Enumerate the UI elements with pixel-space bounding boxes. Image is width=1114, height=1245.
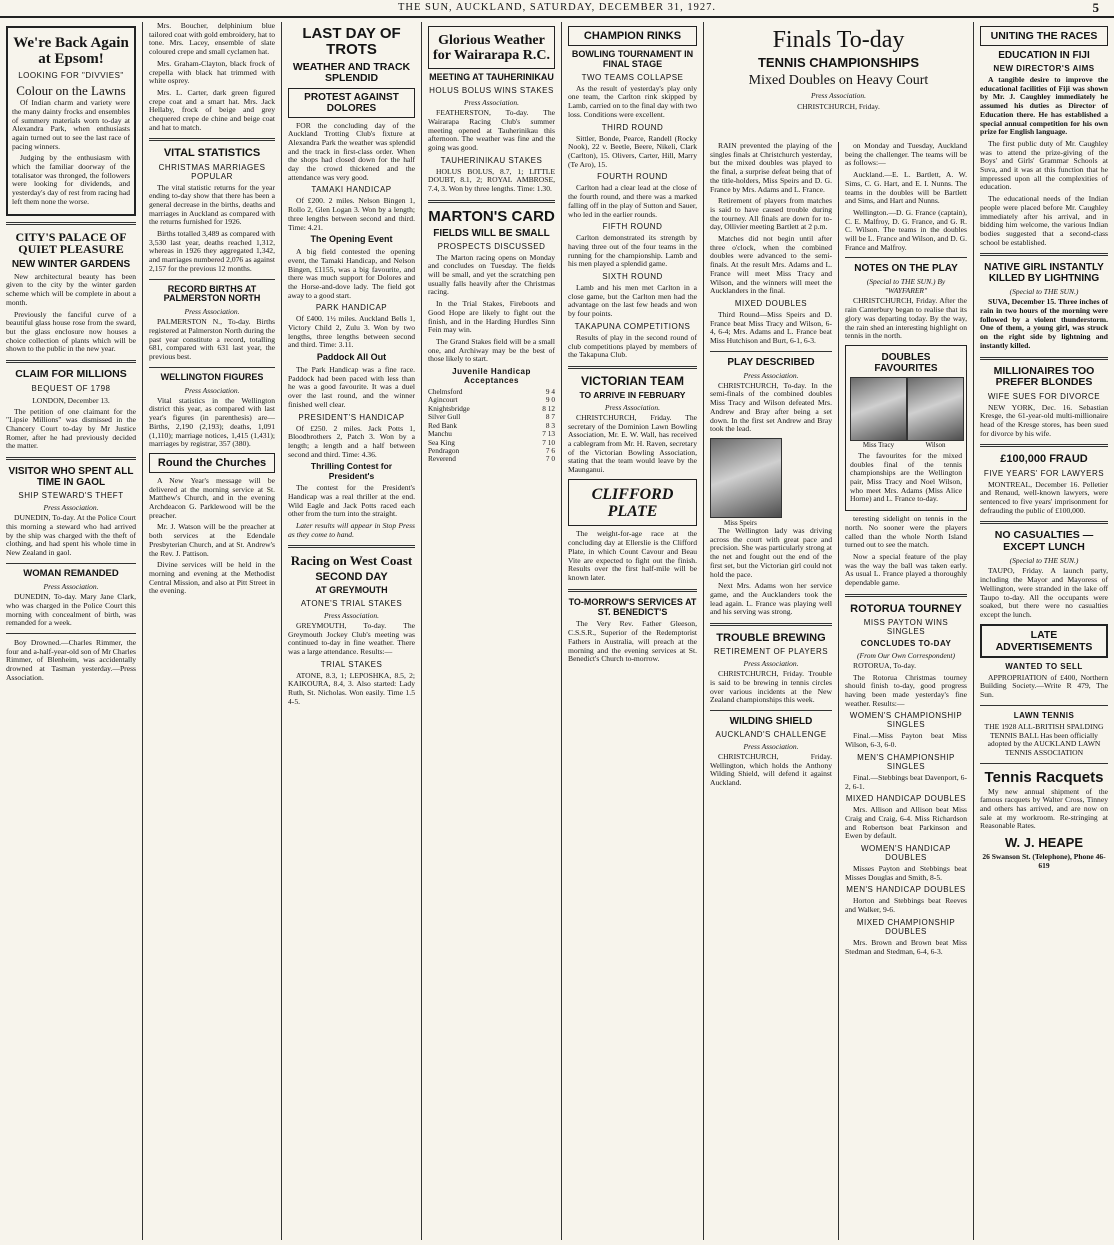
mens-singles-heading: MEN'S CHAMPIONSHIP SINGLES <box>857 752 955 771</box>
second-day-heading: SECOND DAY <box>315 570 388 583</box>
wilding-teams-paragraph: Auckland.—E. L. Bartlett, A. W. Sims, C. G. Hart, and E. I. Nunns. The teams in the doubles will be Bartlett and Sims, and Hart and Nunns. <box>845 170 967 206</box>
presidents-result: Of £250. 2 miles. Jack Potts 1, Bloodbrothers 2, Patch 3. Won by a length; a length and a half between second and third. Time: 4.36. <box>288 423 415 459</box>
victorian-paragraph: CHRISTCHURCH, Friday. The secretary of the Dominion Lawn Bowling Association, Mr. E. W. Wall, has received a cablegram from Mr. H. Raven, secretary of the Victorian Bowling Association, stating that the team would leave by the Maunganui. <box>568 412 697 475</box>
lawyers-heading: FIVE YEARS' FOR LAWYERS <box>983 468 1105 478</box>
acceptance-horse: Reverend <box>428 454 456 464</box>
champion-rinks-headline: CHAMPION RINKS <box>583 30 682 42</box>
acceptance-weight: 7 13 <box>542 429 555 439</box>
divider <box>710 710 832 711</box>
trial-result: ATONE, 8.3, 1; LEPOSHKA, 8.5, 2; KAIKOURA, 8.4, 3. Also started: Lady Ruth, St. Nicholas. Won easily. Time 1.5 4-5. <box>288 670 415 706</box>
clifford-box <box>568 479 697 527</box>
acceptances-list <box>428 388 555 464</box>
divider <box>6 222 136 225</box>
prospects-heading: PROSPECTS DISCUSSED <box>437 241 546 251</box>
epsom-story <box>6 26 136 216</box>
epsom-paragraph: Judging by the enthusiasm with which the familiar doorway of the totalisator was thronged, the followers were looking for dividends, and yesterday's day of rest from racing had left them none the worse. <box>12 153 130 206</box>
wairarapa-headline: Glorious Weather for Wairarapa R.C. <box>433 33 550 63</box>
education-heading: EDUCATION IN FIJI <box>998 50 1090 61</box>
favourite-photo-right <box>907 377 964 449</box>
divider <box>6 633 136 634</box>
fashion-paragraph: Mrs. Graham-Clayton, black frock of crepella with black hat trimmed with white osprey. <box>149 58 275 86</box>
womens-hd-heading: WOMEN'S HANDICAP DOUBLES <box>861 844 951 863</box>
epsom-paragraph: Of Indian charm and variety were the many dainty frocks and ensembles of summery materials worn to-day at Alexandra Park, when enthusiasts again turned out to see the last race of pacing winners. <box>12 98 130 151</box>
round5-paragraph: Carlton demonstrated its strength by having three out of the four teams in the running for the championship. Lamb and his men played a splendid game. <box>568 233 697 269</box>
wellington-assoc: Press Association. <box>184 385 240 395</box>
acceptance-weight: 9 0 <box>545 395 555 405</box>
acceptance-weight: 7 6 <box>545 445 555 455</box>
park-result: Of £400. 1½ miles. Auckland Bells 1, Victory Child 2, Zulu 3. Won by two lengths, three lengths between second and third. Time: 3.11. <box>288 314 415 350</box>
miss-speirs-photo <box>710 438 782 518</box>
trouble-heading: TROUBLE BREWING <box>716 632 826 645</box>
churches-headline: Round the Churches <box>157 456 267 469</box>
presidents-heading: PRESIDENT'S HANDICAP <box>298 412 405 422</box>
wilding-assoc: Press Association. <box>743 741 799 751</box>
trots-subhead: WEATHER AND TRACK SPLENDID <box>292 60 411 84</box>
mixed-champ-result: Mrs. Brown and Brown beat Miss Stedman and Stedman, 6-4, 6-3. <box>845 937 967 956</box>
paddock-paragraph: The Park Handicap was a fine race. Paddock had been paced with less than he was a good favourite. It was a duel over the last round, and the winner finished well clear. <box>288 365 415 409</box>
acceptance-horse: Red Bank <box>428 420 457 430</box>
wife-heading: WIFE SUES FOR DIVORCE <box>987 391 1101 401</box>
record-assoc: Press Association. <box>184 307 240 317</box>
auckland-challenge-heading: AUCKLAND'S CHALLENGE <box>715 729 827 739</box>
rotorua-correspondent: (From Our Own Correspondent) <box>857 650 955 660</box>
wellington-paragraph: Vital statistics in the Wellington district this year, as compared with last year's figures (in parenthesis) are—Births, 2,190 (2,193); deaths, 1,091 (1,110); marriage notices, 1,415 (1,431); marriages by registrar, 357 (380). <box>149 395 275 449</box>
marton-paragraph: The Marton racing opens on Monday and concludes on Tuesday. The fields will be small, and yet the scratching pen usually falls heavily after the Christmas racing. <box>428 252 555 297</box>
fashion-paragraph: Mrs. L. Carter, dark green figured crepe coat and a smart hat. Mrs. Jack Hellaby, frock of beige and grey chequered crepe de chine and beige coat and hat to match. <box>149 87 275 132</box>
teams-heading: TWO TEAMS COLLAPSE <box>581 72 684 82</box>
wilding-teams-paragraph: on Monday and Tuesday, Auckland being the challenger. The teams will be as follows:— <box>845 142 967 168</box>
doubles-favourites-box <box>845 345 967 511</box>
concludes-heading: CONCLUDES TO-DAY <box>860 638 952 648</box>
later-results-note: Later results will appear in Stop Press as they come to hand. <box>288 520 415 539</box>
play-paragraph: CHRISTCHURCH, To-day. In the semi-finals of the combined doubles Miss Tracy and Wilson defeated Mrs. Andrew and Bray after being a set down. In the first set Andrew and Bray took the lead. <box>710 380 832 434</box>
tennis-ball-ad: THE 1928 ALL-BRITISH SPALDING TENNIS BALL Has been officially adopted by the AUCKLAND LAWN TENNIS ASSOCIATION <box>984 721 1104 757</box>
native-headline: NATIVE GIRL INSTANTLY KILLED BY LIGHTNING <box>984 262 1104 285</box>
casualties-special: (Special to THE SUN.) <box>1009 556 1079 566</box>
trouble-assoc: Press Association. <box>743 659 799 669</box>
claim-dateline: LONDON, December 13. <box>32 395 110 405</box>
victorian-assoc: Press Association. <box>604 402 660 412</box>
record-headline: RECORD BIRTHS AT PALMERSTON NORTH <box>163 283 261 304</box>
divider <box>149 138 275 141</box>
rotorua-paragraph: The Rotorua Christmas tourney should finish to-day, good progress having been made yesterday's fine weather. Results:— <box>845 672 967 708</box>
miss-speirs-caption: Miss Speirs <box>724 518 757 527</box>
vital-subhead: CHRISTMAS MARRIAGES POPULAR <box>158 162 266 181</box>
woman-paragraph: DUNEDIN, To-day. Mary Jane Clark, who was charged in the Police Court this morning with concealment of birth, was remanded for a week. <box>6 592 136 628</box>
woman-headline: WOMAN REMANDED <box>23 567 119 579</box>
advertiser-name: W. J. HEAPE <box>1004 835 1084 851</box>
late-ads-box <box>980 624 1108 658</box>
acceptance-horse: Manchu <box>428 429 452 439</box>
visitor-subhead: SHIP STEWARD'S THEFT <box>18 491 124 501</box>
divider <box>149 367 275 368</box>
trots-headline: LAST DAY OF TROTS <box>302 25 401 58</box>
takapuna-paragraph: Results of play in the second round of club competitions played by members of the Takapuna Club. <box>568 332 697 360</box>
fields-heading: FIELDS WILL BE SMALL <box>433 227 550 239</box>
wanted-ad: APPROPRIATION of £400, Northern Building Society.—Write R 479, The Sun. <box>980 672 1108 700</box>
round6-paragraph: Lamb and his men met Carlton in a close game, but the Carlton men had the advantage on the last few heads and won by four points. <box>568 283 697 319</box>
meeting-heading: MEETING AT TAUHERINIKAU <box>429 72 554 83</box>
doubles-favourites-heading: DOUBLES FAVOURITES <box>874 351 938 374</box>
tennis-assoc: Press Association. <box>810 91 866 101</box>
arrive-heading: TO ARRIVE IN FEBRUARY <box>579 389 686 400</box>
wairarapa-paragraph: FEATHERSTON, To-day. The Wairarapa Racing Club's summer meeting opened at Tauherinikau this afternoon. The weather was fine and the going was good. <box>428 108 555 153</box>
divider <box>568 589 697 592</box>
advertiser-address: 26 Swanson St. (Telephone), Phone 46-619 <box>982 852 1106 871</box>
acceptance-horse: Agincourt <box>428 395 458 405</box>
tomorrow-paragraph: The Very Rev. Father Gleeson, C.S.S.R., Superior of the Redemptorist Fathers in Australia, will preach at the morning and the evening services at St. Benedict's Church to-morrow. <box>568 619 697 664</box>
mixed-handicap-result: Mrs. Allison and Allison beat Miss Craig and Craig, 6-4. Miss Richardson and Robertson beat Parkinson and Ewen by default. <box>845 805 967 841</box>
womens-singles-result: Final.—Miss Payton beat Miss Wilson, 6-3, 6-0. <box>845 731 967 750</box>
acceptance-weight: 7 10 <box>542 437 555 447</box>
victorian-headline: VICTORIAN TEAM <box>580 373 685 388</box>
notes-heading: NOTES ON THE PLAY <box>854 263 958 275</box>
paddock-heading: Paddock All Out <box>316 352 387 363</box>
vital-paragraph: Births totalled 3,489 as compared with 3,530 last year, deaths reached 1,312, whereas in 1926 they aggregated 1,342, and marriages numbered 2,076 as against 2,157 for the previous 12 months. <box>149 229 275 273</box>
divider <box>6 457 136 460</box>
round4-heading: FOURTH ROUND <box>597 172 668 182</box>
vital-headline: VITAL STATISTICS <box>163 147 261 160</box>
divider <box>980 705 1108 706</box>
casualties-paragraph: TAUPO, Friday. A launch party, including the Mayor and Mayoress of Wellington, were stranded in the lake off Taupo to-day. All the occupants were soaked, but there were no casualties except the lunch. <box>980 566 1108 619</box>
tennis-dateline: CHRISTCHURCH, Friday. <box>797 102 880 112</box>
divider <box>6 563 136 564</box>
education-paragraph: The educational needs of the Indian people were placed before Mr. Caughley immediately after his arrival, and in bidding him welcome, the various Indian bodies suggested that a second-class school be established. <box>980 194 1108 247</box>
uniting-box <box>980 26 1108 46</box>
play-paragraph: The Wellington lady was driving across the court with great pace and precision. She was particularly strong at the net and fought out the end of the first set, but the Victorian girl could not hold the pace. <box>710 525 832 579</box>
acceptances-heading: Juvenile Handicap Acceptances <box>452 367 531 386</box>
native-special: (Special to THE SUN.) <box>1009 287 1079 297</box>
clifford-headline: CLIFFORD PLATE <box>591 485 674 520</box>
column-2 <box>143 22 282 1240</box>
palace-headline: CITY'S PALACE OF QUIET PLEASURE <box>15 229 127 257</box>
mixed-results-heading: MIXED DOUBLES <box>734 298 808 308</box>
divider <box>568 366 697 369</box>
thrill-heading: Thrilling Contest for President's <box>310 461 393 481</box>
acceptance-horse: Sea King <box>428 437 455 447</box>
drowned-paragraph: Boy Drowned.—Charles Rimmer, the four and a-half-year-old son of Mr Charles Rimmer, of Blenheim, was accidentally drowned at Tasman yesterday.—Press Association. <box>6 637 136 682</box>
tamaki-result: Of £200. 2 miles. Nelson Bingen 1, Rollo 2, Glen Logan 3. Won by a length; three lengths between second and third. Time: 4.21. <box>288 196 415 232</box>
greymouth-paragraph: GREYMOUTH, To-day. The Greymouth Jockey Club's meeting was continued to-day in fine weather. There was a large attendance. Results:— <box>288 620 415 657</box>
column-8 <box>974 22 1114 1240</box>
mixed-heading: Mixed Doubles on Heavy Court <box>748 73 929 89</box>
marton-headline: MARTON'S CARD <box>428 207 555 225</box>
tamaki-heading: TAMAKI HANDICAP <box>311 185 392 195</box>
column-3 <box>282 22 422 1240</box>
play-assoc: Press Association. <box>743 370 799 380</box>
claim-paragraph: The petition of one claimant for the "Lipsie Millions" was dismissed in the Chancery Court to-day by Mr Justice Romer, after he had previously decided the matter. <box>6 406 136 451</box>
tennis-paragraph: Matches did not begin until after three o'clock, when the combined doubles were advanced to the semi-finals. At the result Mrs. Adams and L. France will meet Miss Tracy and Wilson, and the winners will meet the Aucklanders in the final. <box>710 234 832 296</box>
wilson-caption: Wilson <box>925 440 946 449</box>
divider <box>980 521 1108 524</box>
woman-assoc: Press Association. <box>43 582 99 592</box>
notes-byline: (Special to THE SUN.) By "WAYFARER" <box>866 277 946 296</box>
notes-cont-paragraph: teresting sidelight on tennis in the north. No sooner were the players called than the whole North Island turned out to see the match. <box>845 514 967 550</box>
greymouth-assoc: Press Association. <box>323 610 379 620</box>
payton-heading: MISS PAYTON WINS SINGLES <box>863 617 949 636</box>
acceptance-weight: 8 12 <box>542 403 555 413</box>
tennis-paragraph: RAIN prevented the playing of the singles finals at Christchurch yesterday, but the mixed doubles was played to the final, a surprise defeat being that of the title-holders, Miss Speirs and D. G. France by Mrs. Adams and L. France. <box>710 142 832 194</box>
acceptance-horse: Knightsbridge <box>428 403 470 413</box>
round5-heading: FIFTH ROUND <box>602 222 663 232</box>
column-6 <box>704 142 839 1240</box>
churches-paragraph: Mr. J. Watson will be the preacher at both services at the Edendale Presbyterian Church, and at St. Andrew's the Rev. J. Pattison. <box>149 522 275 558</box>
gardens-paragraph: Previously the fanciful curve of a beautiful glass house rose from the sward, but the glass enclosure now houses a choice collection of plants which will be shown to the public in the new year. <box>6 309 136 354</box>
divider <box>428 200 555 203</box>
acceptance-row <box>428 455 555 463</box>
womens-singles-heading: WOMEN'S CHAMPIONSHIP SINGLES <box>849 711 963 730</box>
education-paragraph: A tangible desire to improve the educational facilities of Fiji was shown by Mr. J. Caughley immediately he assumed his duties as Director of Education there. He has established a special annual competition for his own prize for English language. <box>980 75 1108 137</box>
column-5 <box>562 22 704 1240</box>
uniting-headline: UNITING THE RACES <box>990 30 1098 42</box>
clifford-paragraph: The weight-for-age race at the concluding day at Ellerslie is the Clifford Plate, in which Count Cavour and Beau Vite are expected to fight out the finish. Results over the first half-mile will be known later. <box>568 529 697 582</box>
bowling-paragraph: As the result of yesterday's play only one team, the Carlton rink skipped by Lamb, carried on to the final day with two loss. Conditions were excellent. <box>568 83 697 119</box>
divider <box>149 279 275 280</box>
visitor-assoc: Press Association. <box>43 503 99 513</box>
round4-paragraph: Carlton had a clear lead at the close of the fourth round, and there was a marked falling off in the play of Sutton and Sauer, who led in the earlier rounds. <box>568 183 697 219</box>
acceptance-horse: Silver Gull <box>428 412 461 422</box>
wilding-paragraph: CHRISTCHURCH, Friday. Wellington, which holds the Anthony Wilding Shield, will defend it against Auckland. <box>710 751 832 788</box>
holus-heading: HOLUS BOLUS WINS STAKES <box>429 86 554 96</box>
marton-paragraph: In the Trial Stakes, Fireboots and Good Hope are likely to fight out the finish, and in the Harding Hurdles Sinn Fein may win. <box>428 299 555 335</box>
trots-lead-paragraph: FOR the concluding day of the Auckland Trotting Club's fixture at Alexandra Park the weather was splendid and the track in first-class order. When the shops had closed down for the half day the crowd thickened and the attendance was very good. <box>288 120 415 182</box>
record-paragraph: PALMERSTON N., To-day. Births registered at Palmerston North during the past year constitute a record, totalling 681, compared with 631 last year, the previous best. <box>149 317 275 362</box>
play-described-heading: PLAY DESCRIBED <box>727 356 815 368</box>
divider <box>980 444 1108 447</box>
lawn-tennis-heading: LAWN TENNIS <box>1013 710 1075 720</box>
native-paragraph: SUVA, December 15. Three inches of rain in two hours of the morning were followed by a violent thunderstorm. One of them, a young girl, was struck on the right side by lightning and instantly killed. <box>980 297 1108 350</box>
epsom-deck: Colour on the Lawns <box>16 82 126 98</box>
miss-tracy-caption: Miss Tracy <box>862 440 895 449</box>
favourites-photos <box>850 377 962 449</box>
champion-rinks-box <box>568 26 697 46</box>
racing-west-coast-headline: Racing on West Coast <box>290 553 413 569</box>
divider <box>980 763 1108 764</box>
rotorua-heading: ROTORUA TOURNEY <box>850 602 962 615</box>
divider <box>710 351 832 352</box>
divider <box>710 623 832 626</box>
tennis-heading: TENNIS CHAMPIONSHIPS <box>757 55 920 71</box>
notes-paragraph: CHRISTCHURCH, Friday. After the rain Canterbury began to realise that its glory was departing today. By the way, the rain shed an interesting highlight on tennis in the north. <box>845 296 967 341</box>
rotorua-paragraph: ROTORUA, To-day. <box>853 660 917 670</box>
fraud-paragraph: MONTREAL, December 16. Pelletier and Renaud, well-known lawyers, were sentenced to five years' imprisonment for defrauding the public of £100,000. <box>980 479 1108 515</box>
acceptance-weight: 8 7 <box>545 412 555 422</box>
marton-paragraph: The Grand Stakes field will be a small one, and Archiway may be the best of those likely to start. <box>428 336 555 364</box>
vital-paragraph: The vital statistic returns for the year ending to-day show that there has been a general decrease in the births, deaths and marriages in Auckland as compared with the returns furnished for 1926. <box>149 182 275 227</box>
miss-tracy-photo <box>850 377 907 441</box>
protest-box <box>288 88 415 118</box>
mixed-results-paragraph: Third Round—Miss Speirs and D. France beat Miss Tracy and Wilson, 6-4, 6-4; Mrs. Adams and L. France beat Miss Hutchison and Burt, 6-1, 6-3. <box>710 309 832 346</box>
millionaires-headline: MILLIONAIRES TOO PREFER BLONDES <box>993 364 1095 389</box>
park-heading: PARK HANDICAP <box>315 303 388 313</box>
masthead <box>0 0 1114 18</box>
late-ads-heading: LATE ADVERTISEMENTS <box>995 628 1093 653</box>
divider <box>288 545 415 548</box>
round3-heading: THIRD ROUND <box>601 122 664 132</box>
round3-paragraph: Sittler, Bonde, Pearce, Randell (Rocky Nook), 22 v. Beetle, Beere, Nikeli, Clark (Carlton), 15. Olivers, Carter, Hill, Marry (Te Aro), 15. <box>568 133 697 169</box>
claim-headline: CLAIM FOR MILLIONS <box>15 368 127 381</box>
tomorrow-heading: TO-MORROW'S SERVICES AT ST. BENEDICT'S <box>568 596 697 617</box>
thrill-paragraph: The contest for the President's Handicap was a real thriller at the end. Wild Eagle and Jack Potts raced each other from the turn into the straight. <box>288 483 415 519</box>
bowling-heading: BOWLING TOURNAMENT IN FINAL STAGE <box>571 49 694 69</box>
protest-headline: PROTEST AGAINST DOLORES <box>304 91 399 114</box>
fashion-paragraph: Mrs. Boucher, delphinium blue tailored coat with gold embroidery, hat to tone. Mrs. Lacey, ensemble of slate coloured crepe and small cyclamen hat. <box>149 22 275 57</box>
millionaires-paragraph: NEW YORK, Dec. 16. Sebastian Kresge, the 61-year-old multi-millionaire head of the Kresge stores, has been sued for divorce by his wife. <box>980 402 1108 438</box>
mens-hd-result: Horton and Stebbings beat Reeves and Walker, 9-6. <box>845 896 967 915</box>
divider <box>980 357 1108 360</box>
wilson-photo <box>907 377 964 441</box>
acceptance-horse: Chelmsford <box>428 387 463 397</box>
claim-subhead: BEQUEST OF 1798 <box>31 383 111 393</box>
epsom-headline: We're Back Again at Epsom! <box>13 35 129 67</box>
divider <box>6 360 136 363</box>
trouble-paragraph: CHRISTCHURCH, Friday. Trouble is said to be brewing in tennis circles over various incidents at the New Zealand championships this week. <box>710 669 832 705</box>
mixed-champ-heading: MIXED CHAMPIONSHIP DOUBLES <box>856 917 956 936</box>
gardens-paragraph: New architectural beauty has been given to the city by the winter garden scheme which will be complete in about a month. <box>6 271 136 307</box>
stakes-result: HOLUS BOLUS, 8.7, 1; LITTLE DOUBT, 8.1, 2; ROYAL AMBROSE, 7.4, 3. Won by three lengths. Time: 1.30. <box>428 166 555 194</box>
acceptance-weight: 9 4 <box>545 387 555 397</box>
wellington-headline: WELLINGTON FIGURES <box>160 371 264 382</box>
wilding-heading: WILDING SHIELD <box>729 715 813 727</box>
trial-heading: TRIAL STAKES <box>320 659 383 669</box>
takapuna-heading: TAKAPUNA COMPETITIONS <box>574 321 691 331</box>
stakes-heading: TAUHERINIKAU STAKES <box>440 155 543 165</box>
wairarapa-box <box>428 26 555 69</box>
column-7 <box>839 142 974 1240</box>
mens-hd-heading: MEN'S HANDICAP DOUBLES <box>846 885 966 895</box>
divider <box>845 594 967 597</box>
churches-box <box>149 453 275 473</box>
greymouth-heading: AT GREYMOUTH <box>315 585 388 596</box>
masthead-title: THE SUN, AUCKLAND, SATURDAY, DECEMBER 31, 1927. <box>398 2 716 13</box>
racquets-headline: Tennis Racquets <box>984 768 1104 786</box>
column-4 <box>422 22 562 1240</box>
epsom-subhead: LOOKING FOR "DIVVIES" <box>18 70 124 80</box>
divider <box>845 257 967 258</box>
fraud-headline: £100,000 FRAUD <box>1000 453 1088 466</box>
gardens-headline: NEW WINTER GARDENS <box>11 258 131 270</box>
wilding-teams-paragraph: Wellington.—D. G. France (captain), C. E. Malfroy, D. G. France, and G. R. C. Wilson. The teams in the doubles will be L. France and Wilson, and D. G. France and Malfroy. <box>845 207 967 252</box>
churches-paragraph: Divine services will be held in the morning and evening at the Methodist Central Mission, and also at Pitt Street in the evening. <box>149 560 275 596</box>
mens-singles-result: Final.—Stebbings beat Davenport, 6-2, 6-1. <box>845 772 967 791</box>
page-number: 5 <box>1092 0 1100 15</box>
wairarapa-assoc: Press Association. <box>463 98 519 108</box>
retirement-heading: RETIREMENT OF PLAYERS <box>713 647 829 657</box>
favourite-photo-left <box>850 377 907 449</box>
womens-hd-result: Misses Payton and Stebbings beat Misses Douglas and Smith, 8-5. <box>845 864 967 882</box>
education-paragraph: The first public duty of Mr. Caughley was to attend the prize-giving of the Boys' and Girls' Grammar Schools at Suva, and it was at this function that he impressed upon all the complexities of education. <box>980 138 1108 192</box>
finals-headline: Finals To-day <box>772 27 905 53</box>
notes-cont-paragraph: Now a special feature of the play was the way the ball was taken early. As usual L. France played a thoroughly dependable game. <box>845 551 967 588</box>
casualties-headline: NO CASUALTIES —EXCEPT LUNCH <box>994 529 1094 553</box>
divider <box>980 253 1108 256</box>
wanted-heading: WANTED TO SELL <box>1005 661 1083 671</box>
opening-paragraph: A big field contested the opening event, the Tamaki Handicap, and Nelson Bingen, £1155, was a big favourite, and there was much support for Dolores and the Horse-and-dove lady. The field got away to a good start. <box>288 247 415 300</box>
new-director-heading: NEW DIRECTOR'S AIMS <box>993 64 1095 73</box>
mixed-handicap-heading: MIXED HANDICAP DOUBLES <box>845 794 967 804</box>
atones-heading: ATONE'S TRIAL STAKES <box>300 598 403 608</box>
acceptance-weight: 7 0 <box>545 454 555 464</box>
column-1 <box>0 22 143 1240</box>
tennis-paragraph: Retirement of players from matches is said to have caused trouble during the tourney. All finals are down for to-day, Ollivier meeting Bartlett at 2 p.m. <box>710 196 832 232</box>
visitor-headline: VISITOR WHO SPENT ALL TIME IN GAOL <box>8 466 134 489</box>
racquets-paragraph: My new annual shipment of the famous racquets by Walter Cross, Tinney and others has arrived, and are now on sale at my workroom. Re-stringing at Reasonable Rates. <box>980 786 1108 831</box>
round6-heading: SIXTH ROUND <box>602 272 663 282</box>
acceptance-horse: Pendragon <box>428 445 460 455</box>
tennis-span <box>704 22 974 142</box>
play-paragraph: Next Mrs. Adams won her service game, and the Aucklanders took the lead again. L. France was playing well and his serving was strong. <box>710 581 832 617</box>
acceptance-weight: 8 3 <box>545 420 555 430</box>
opening-heading: The Opening Event <box>310 234 393 245</box>
visitor-paragraph: DUNEDIN, To-day. At the Police Court this morning a steward who had arrived by the ship was charged with the theft of clothing, and had spent his whole time in New Zealand in gaol. <box>6 513 136 557</box>
favourites-paragraph: The favourites for the mixed doubles final of the tennis championships are the Wellington pair, Miss Tracy and Noel Wilson, who meet Mrs. Adams (Miss Alice Horne) and L. France to-day. <box>850 450 962 504</box>
churches-paragraph: A New Year's message will be delivered at the morning service at St. Matthew's Church, and in the evening Archdeacon G. Parklewood will be the preacher. <box>149 475 275 520</box>
